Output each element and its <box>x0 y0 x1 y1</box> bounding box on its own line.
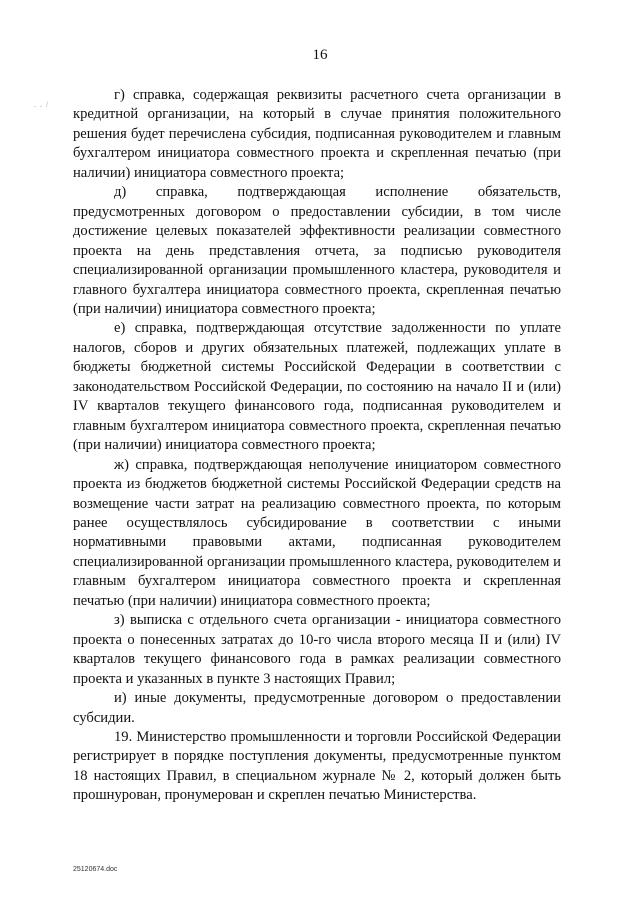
paragraph-z-account-statement: з) выписка с отдельного счета организации - инициатора совместного проекта о понесенных затратах до 10-го числа второго месяца II и (или) IV кварталов текущего финансового года в рамках реализации совместного проекта и указанных в пункте 3 настоящих Правил; <box>73 612 561 687</box>
document-body <box>73 86 561 806</box>
paragraph-g-bank-details: г) справка, содержащая реквизиты расчетного счета организации в кредитной организации, на который в случае принятия положительного решения будет перечислена субсидия, подписанная руководителем и главным бухгалтером инициатора совместного проекта и скрепленная печатью (при наличии) инициатора совместного проекта; <box>73 87 561 181</box>
paragraph-19-registration: 19. Министерство промышленности и торговли Российской Федерации регистрирует в порядке поступления документы, предусмотренные пунктом 18 настоящих Правил, в специальном журнале № 2, который должен быть прошнурован, пронумерован и скреплен печатью Министерства. <box>73 728 561 804</box>
paragraph-e-no-debt: е) справка, подтверждающая отсутствие задолженности по уплате налогов, сборов и других обязательных платежей, подлежащих уплате в бюджеты бюджетной системы Российской Федерации в соответствии с законодательством Российской Федерации, по состоянию на начало II и (или) IV кварталов текущего финансового года, подписанная руководителем и главным бухгалтером инициатора совместного проекта, скрепленная печатью (при наличии) инициатора совместного проекта; <box>73 320 561 454</box>
page-number: 16 <box>312 47 328 63</box>
margin-mark: . . / <box>34 100 50 109</box>
paragraph-zh-no-funding: ж) справка, подтверждающая неполучение инициатором совместного проекта из бюджетов бюджетной системы Российской Федерации средств на возмещение части затрат на реализацию совместного проекта, по которым ранее осуществлялось субсидирование в соответствии с иными нормативными правовыми актами, подписанная руководителем специализированной организации промышленного кластера, руководителем и главным бухгалтером инициатора совместного проекта и скрепленная печатью (при наличии) инициатора совместного проекта; <box>73 456 561 609</box>
file-name-footer: 25120674.doc <box>73 866 118 873</box>
paragraph-i-other-documents: и) иные документы, предусмотренные договором о предоставлении субсидии. <box>73 690 561 726</box>
paragraph-d-obligations: д) справка, подтверждающая исполнение обязательств, предусмотренных договором о предоставлении субсидии, в том числе достижение целевых показателей эффективности реализации совместного проекта на день представления отчета, за подписью руководителя специализированной организации промышленного кластера, руководителя и главного бухгалтера инициатора совместного проекта, скрепленная печатью (при наличии) инициатора совместного проекта; <box>73 184 561 317</box>
